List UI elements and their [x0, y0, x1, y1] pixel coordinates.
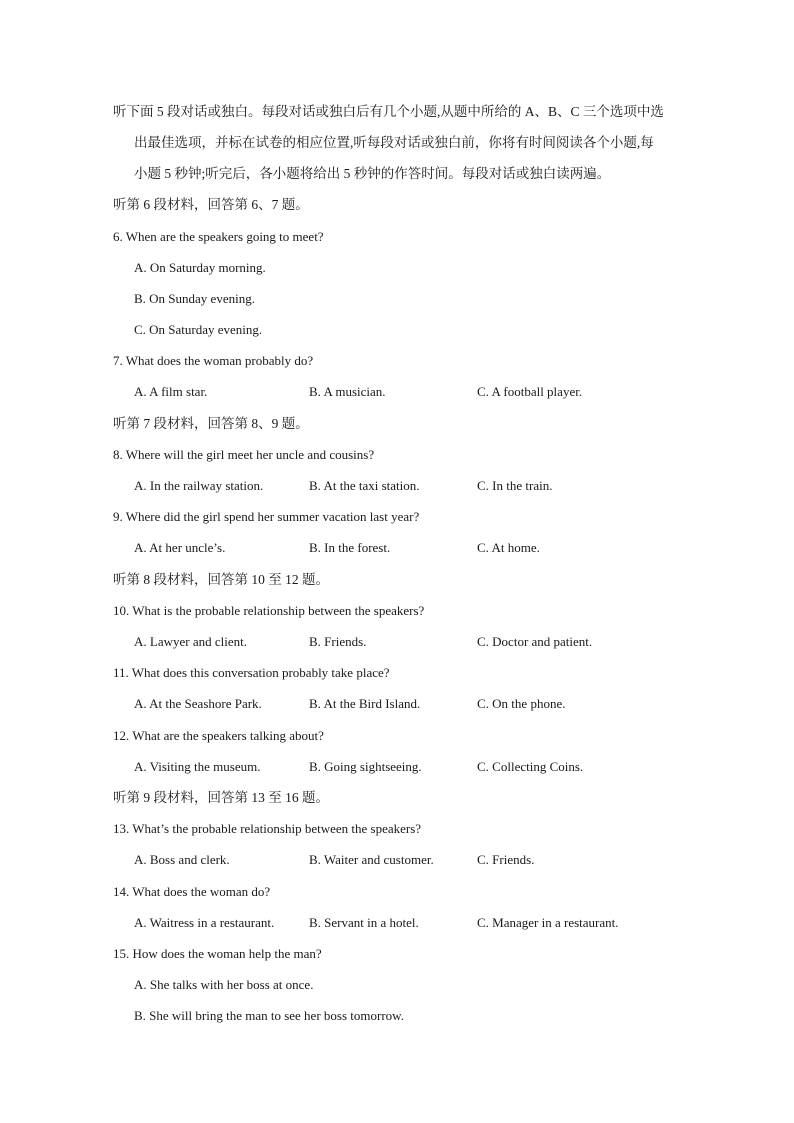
section-header-9: 听第 9 段材料，回答第 13 至 16 题。: [113, 790, 329, 805]
q10-option-a: A. Lawyer and client.: [134, 634, 247, 649]
q14-option-b: B. Servant in a hotel.: [309, 915, 419, 930]
q6-option-a: A. On Saturday morning.: [134, 260, 266, 275]
section-header-7: 听第 7 段材料，回答第 8、9 题。: [113, 416, 309, 431]
section-header-6: 听第 6 段材料，回答第 6、7 题。: [113, 197, 309, 212]
q10-option-b: B. Friends.: [309, 634, 367, 649]
q8-option-b: B. At the taxi station.: [309, 478, 420, 493]
question-13: 13. What’s the probable relationship between the speakers?: [113, 821, 422, 836]
question-7: 7. What does the woman probably do?: [113, 353, 314, 368]
q11-option-c: C. On the phone.: [477, 696, 566, 711]
q6-option-c: C. On Saturday evening.: [134, 322, 263, 337]
q14-option-a: A. Waitress in a restaurant.: [134, 915, 275, 930]
q12-option-c: C. Collecting Coins.: [477, 759, 584, 774]
question-10: 10. What is the probable relationship between the speakers?: [113, 603, 425, 618]
q8-option-c: C. In the train.: [477, 478, 553, 493]
question-14: 14. What does the woman do?: [113, 884, 271, 899]
section-header-8: 听第 8 段材料，回答第 10 至 12 题。: [113, 572, 329, 587]
q13-option-c: C. Friends.: [477, 852, 535, 867]
instructions-line-1: 听下面 5 段对话或独白。每段对话或独白后有几个小题,从题中所给的 A、B、C 三个选项中选: [113, 104, 664, 119]
q9-option-a: A. At her uncle’s.: [134, 540, 226, 555]
q11-option-a: A. At the Seashore Park.: [134, 696, 262, 711]
question-8: 8. Where will the girl meet her uncle and cousins?: [113, 447, 375, 462]
q11-option-b: B. At the Bird Island.: [309, 696, 421, 711]
q9-option-b: B. In the forest.: [309, 540, 391, 555]
question-15: 15. How does the woman help the man?: [113, 946, 322, 961]
q9-option-c: C. At home.: [477, 540, 540, 555]
q10-option-c: C. Doctor and patient.: [477, 634, 593, 649]
instructions-line-2: 出最佳选项，并标在试卷的相应位置,听每段对话或独白前，你将有时间阅读各个小题,每: [134, 135, 654, 150]
q7-option-b: B. A musician.: [309, 384, 386, 399]
q15-option-a: A. She talks with her boss at once.: [134, 977, 314, 992]
q13-option-a: A. Boss and clerk.: [134, 852, 230, 867]
q13-option-b: B. Waiter and customer.: [309, 852, 434, 867]
q15-option-b: B. She will bring the man to see her boss tomorrow.: [134, 1008, 404, 1023]
q8-option-a: A. In the railway station.: [134, 478, 264, 493]
q12-option-a: A. Visiting the museum.: [134, 759, 261, 774]
q7-option-c: C. A football player.: [477, 384, 583, 399]
q12-option-b: B. Going sightseeing.: [309, 759, 422, 774]
question-6: 6. When are the speakers going to meet?: [113, 229, 324, 244]
q6-option-b: B. On Sunday evening.: [134, 291, 255, 306]
instructions-line-3: 小题 5 秒钟;听完后，各小题将给出 5 秒钟的作答时间。每段对话或独白读两遍。: [134, 166, 611, 181]
question-9: 9. Where did the girl spend her summer vacation last year?: [113, 509, 420, 524]
question-11: 11. What does this conversation probably take place?: [113, 665, 390, 680]
question-12: 12. What are the speakers talking about?: [113, 728, 324, 743]
q7-option-a: A. A film star.: [134, 384, 208, 399]
q14-option-c: C. Manager in a restaurant.: [477, 915, 619, 930]
